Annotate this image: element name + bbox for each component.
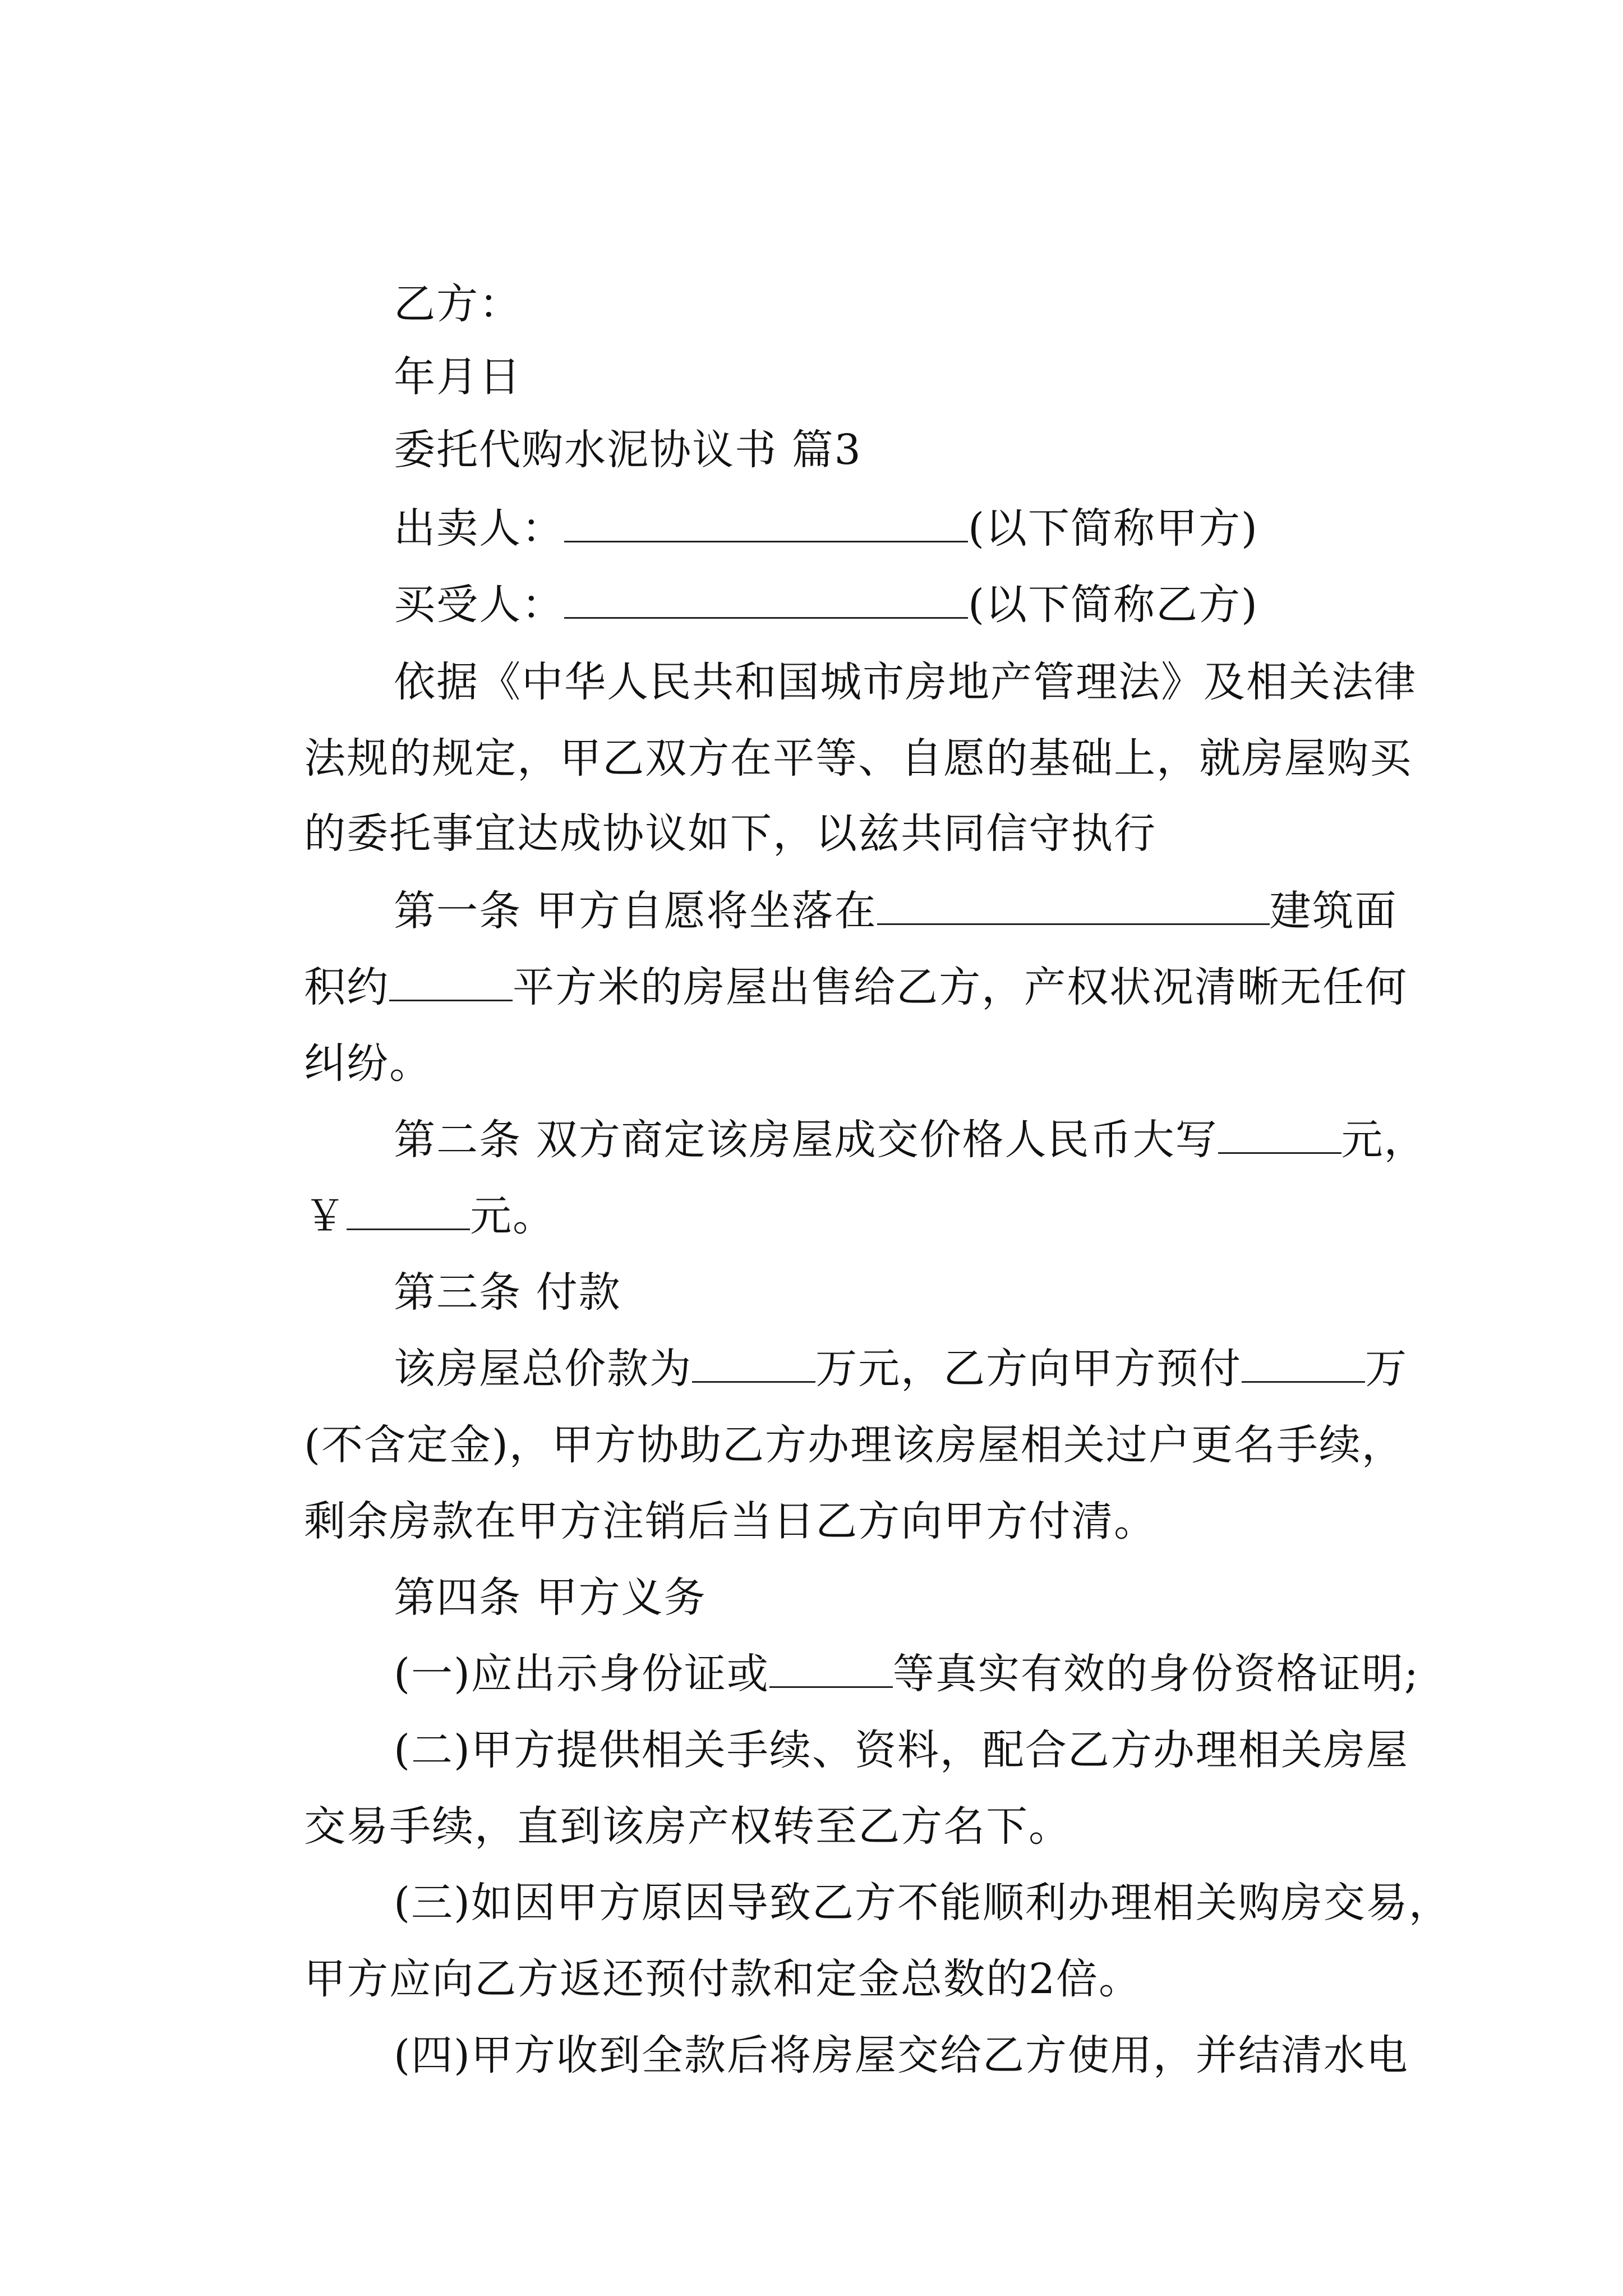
article-4-item-3-text-a: (三)如因甲方原因导致乙方不能顺利办理相关购房交易， — [394, 1879, 1451, 1927]
article-1-text-d: 平方米的房屋出售给乙方，产权状况清晰无任何 — [513, 963, 1408, 1011]
section-title-text: 委托代购水泥协议书 篇3 — [394, 426, 862, 474]
article-4-item-4-text-a: (四)甲方收到全款后将房屋交给乙方使用，并结清水电 — [394, 2031, 1409, 2079]
article-3-text-b: 万元，乙方向甲方预付 — [815, 1345, 1242, 1393]
article-1-text-a: 第一条 甲方自愿将坐落在 — [394, 887, 877, 935]
intro-text-1: 依据《中华人民共和国城市房地产管理法》及相关法律 — [394, 658, 1417, 706]
article-2-text-a: 第二条 双方商定该房屋成交价格人民币大写 — [394, 1116, 1218, 1164]
price-in-words-blank — [1218, 1117, 1341, 1154]
date-label: 年月日 — [394, 353, 522, 401]
article-4-item-1-text-b: 等真实有效的身份资格证明; — [892, 1650, 1419, 1698]
intro-text-2: 法规的规定，甲乙双方在平等、自愿的基础上，就房屋购买 — [304, 734, 1413, 783]
yuan-symbol: ￥ — [304, 1192, 347, 1240]
article-2-text-b: 元， — [1341, 1116, 1427, 1164]
article-1-text-c: 积约 — [304, 963, 390, 1011]
buyer-suffix: (以下简称乙方) — [968, 581, 1258, 629]
intro-text-3: 的委托事宜达成协议如下，以兹共同信守执行 — [304, 809, 1157, 858]
article-3-text-c: 万 — [1365, 1345, 1408, 1393]
article-4-item-3-text-b: 甲方应向乙方返还预付款和定金总数的2倍。 — [304, 1955, 1142, 2003]
article-4-title-text: 第四条 甲方义务 — [394, 1573, 707, 1622]
article-3-text-d: (不含定金)，甲方协助乙方办理该房屋相关过户更名手续， — [304, 1421, 1404, 1469]
article-3-text-e: 剩余房款在甲方注销后当日乙方向甲方付清。 — [304, 1497, 1157, 1545]
seller-label: 出卖人： — [394, 504, 565, 553]
party-b-label: 乙方： — [394, 280, 522, 328]
buyer-label: 买受人： — [394, 581, 565, 629]
article-4-item-2-text-b: 交易手续，直到该房产权转至乙方名下。 — [304, 1802, 1072, 1851]
article-1-text-b: 建筑面 — [1269, 887, 1398, 935]
article-4-item-1-text-a: (一)应出示身份证或 — [394, 1650, 769, 1698]
article-4-item-2-text-a: (二)甲方提供相关手续、资料，配合乙方办理相关房屋 — [394, 1726, 1409, 1774]
article-1-text-e: 纠纷。 — [304, 1039, 432, 1088]
article-3-text-a: 该房屋总价款为 — [394, 1345, 693, 1393]
article-2-text-c: 元。 — [470, 1192, 556, 1240]
article-3-title-text: 第三条 付款 — [394, 1268, 621, 1317]
seller-suffix: (以下简称甲方) — [968, 504, 1258, 553]
article-4-item-4-line-1 — [336, 1971, 1409, 2139]
